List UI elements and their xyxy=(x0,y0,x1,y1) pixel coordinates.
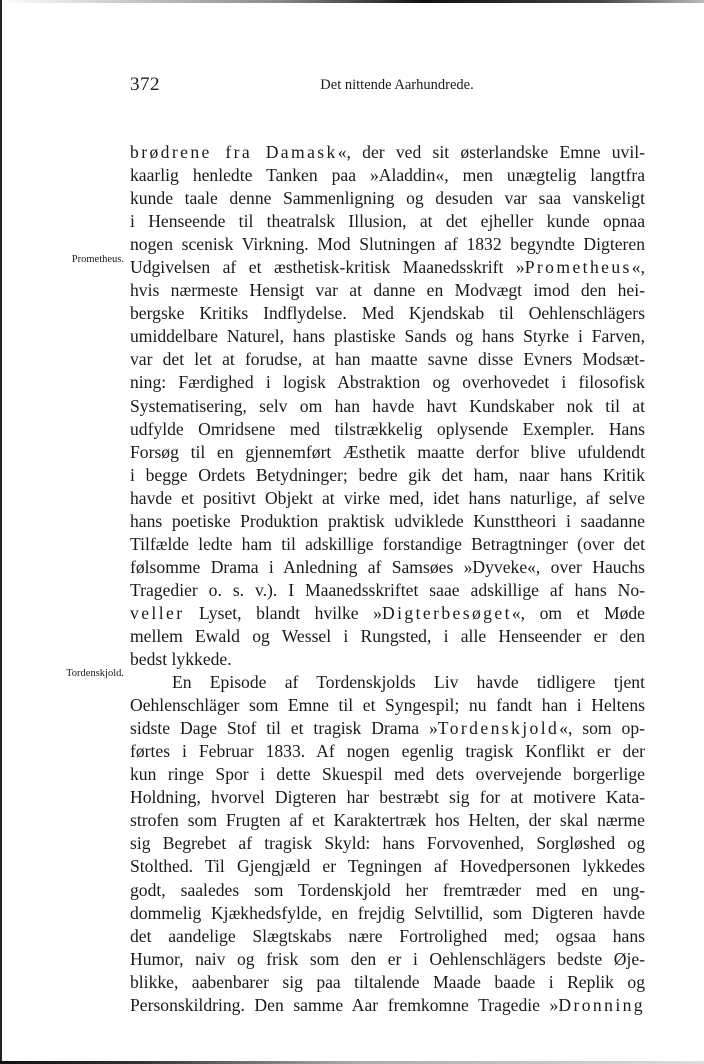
text-line: førtes i Februar 1833. Af nogen egenlig tragisk Konflikt er der xyxy=(130,741,645,762)
text-line: Forsøg til en gjennemført Æsthetik maatte derfor blive ufuldendt xyxy=(130,441,645,462)
text-line: ning: Færdighed i logisk Abstraktion og overhovedet i filosofisk xyxy=(130,372,645,393)
text-line: hans poetiske Produktion praktisk udviklede Kunsttheori i saadanne xyxy=(130,510,645,531)
text-line: Holdning, hvorvel Digteren har bestræbt sig for at motivere Kata- xyxy=(130,787,645,808)
margin-note-tordenskjold: Tordenskjold. xyxy=(66,668,124,679)
text-line: var det let at forudse, at han maatte savne disse Evners Modsæt- xyxy=(130,349,645,370)
body-text xyxy=(130,141,645,1017)
spaced-word: veller xyxy=(130,602,185,623)
text-line-dronning xyxy=(130,994,645,1017)
text-line: strofen som Frugten af et Karaktertræk hos Helten, der skal nærme xyxy=(130,810,645,831)
margin-note-prometheus: Prometheus. xyxy=(71,254,124,265)
text-line: Tilfælde ledte ham til adskillige forstandige Betragtninger (over det xyxy=(130,533,645,554)
text-line-digterbesoget xyxy=(130,602,645,625)
text-line: det aandelige Slægtskabs nære Fortrolighed med; ogsaa hans xyxy=(130,925,645,946)
line-lead: Udgivelsen af et æsthetisk-kritisk Maanedsskrift » xyxy=(130,257,525,278)
text-line: udfylde Omridsene med tilstrækkelig oplysende Exempler. Hans xyxy=(130,418,645,439)
text-line: godt, saaledes som Tordenskjold her fremtræder med en ung- xyxy=(130,879,645,900)
text-line: i begge Ordets Betydninger; bedre gik det ham, naar hans Kritik xyxy=(130,464,645,485)
text-line: blikke, aabenbarer sig paa tiltalende Maade baade i Replik og xyxy=(130,971,645,992)
text-line: kun ringe Spor i dette Skuespil med dets overvejende borgerlige xyxy=(130,764,645,785)
text-line: kaarlig henledte Tanken paa »Aladdin«, men unægtelig langtfra xyxy=(130,165,645,186)
text-line: sig Begrebet af tragisk Skyld: hans Forvovenhed, Sorgløshed og xyxy=(130,833,645,854)
text-line: Humor, naiv og frisk som den er i Oehlenschlägers bedste Øje- xyxy=(130,948,645,969)
line-tail: «, xyxy=(631,257,645,278)
text-line: bergske Kritiks Indflydelse. Med Kjendskab til Oehlenschlägers xyxy=(130,303,645,324)
scan-edge-top xyxy=(0,0,704,3)
text-line-paragraph-end: bedst lykkede. xyxy=(130,649,232,670)
scan-edge-left xyxy=(0,0,2,1064)
line-lead: Lyset, blandt hvilke » xyxy=(184,602,382,623)
text-line: havde et positivt Objekt at virke med, idet hans naturlige, af selve xyxy=(130,487,645,508)
text-line: Stolthed. Til Gjengjæld er Tegningen af Hovedpersonen lykkedes xyxy=(130,856,645,877)
text-line: mellem Ewald og Wessel i Rungsted, i alle Henseender er den xyxy=(130,625,645,646)
text-line-paragraph-start: En Episode af Tordenskjolds Liv havde tidligere tjent xyxy=(172,672,645,693)
text-line: i Henseende til theatralsk Illusion, at det ejheller kunde opnaa xyxy=(130,211,645,232)
text-line: Oehlenschläger som Emne til et Syngespil; nu fandt han i Heltens xyxy=(130,695,645,716)
spaced-title: Dronning xyxy=(558,994,645,1015)
running-head: Det nittende Aarhundrede. xyxy=(320,77,474,93)
line-lead: sidste Dage Stof til et tragisk Drama » xyxy=(130,718,438,739)
line-lead: Personskildring. Den samme Aar fremkomne Tragedie » xyxy=(130,994,559,1015)
line-tail: «, som op- xyxy=(559,718,645,739)
spaced-title: brødrene fra Damask xyxy=(130,142,338,162)
text-line-prometheus xyxy=(130,256,645,279)
text-line: kunde taale denne Sammenligning og desuden var saa vanskeligt xyxy=(130,188,645,209)
line-rest: «, der ved sit østerlandske Emne uvil- xyxy=(337,142,645,162)
text-line: Tragedier o. s. v.). I Maanedsskriftet saae adskillige af hans No- xyxy=(130,579,645,600)
text-line: Systematisering, selv om han havde havt Kundskaber nok til at xyxy=(130,395,645,416)
text-line: dommelig Kjækhedsfylde, en frejdig Selvtillid, som Digteren havde xyxy=(130,902,645,923)
text-line-1 xyxy=(130,141,645,164)
text-line-tordenskjold xyxy=(130,717,645,740)
text-line: umiddelbare Naturel, hans plastiske Sands og hans Styrke i Farven, xyxy=(130,326,645,347)
text-line: hvis nærmeste Hensigt var at danne en Modvægt imod den hei- xyxy=(130,280,645,301)
text-line: nogen scenisk Virkning. Mod Slutningen af 1832 begyndte Digteren xyxy=(130,234,645,255)
line-tail: «, om et Møde xyxy=(511,602,645,623)
text-line: følsomme Drama i Anledning af Samsøes »Dyveke«, over Hauchs xyxy=(130,556,645,577)
page-number: 372 xyxy=(130,74,160,95)
spaced-title: Prometheus xyxy=(524,257,632,278)
spaced-title: Digterbesøget xyxy=(381,602,512,623)
spaced-title: Tordenskjold xyxy=(437,718,560,739)
